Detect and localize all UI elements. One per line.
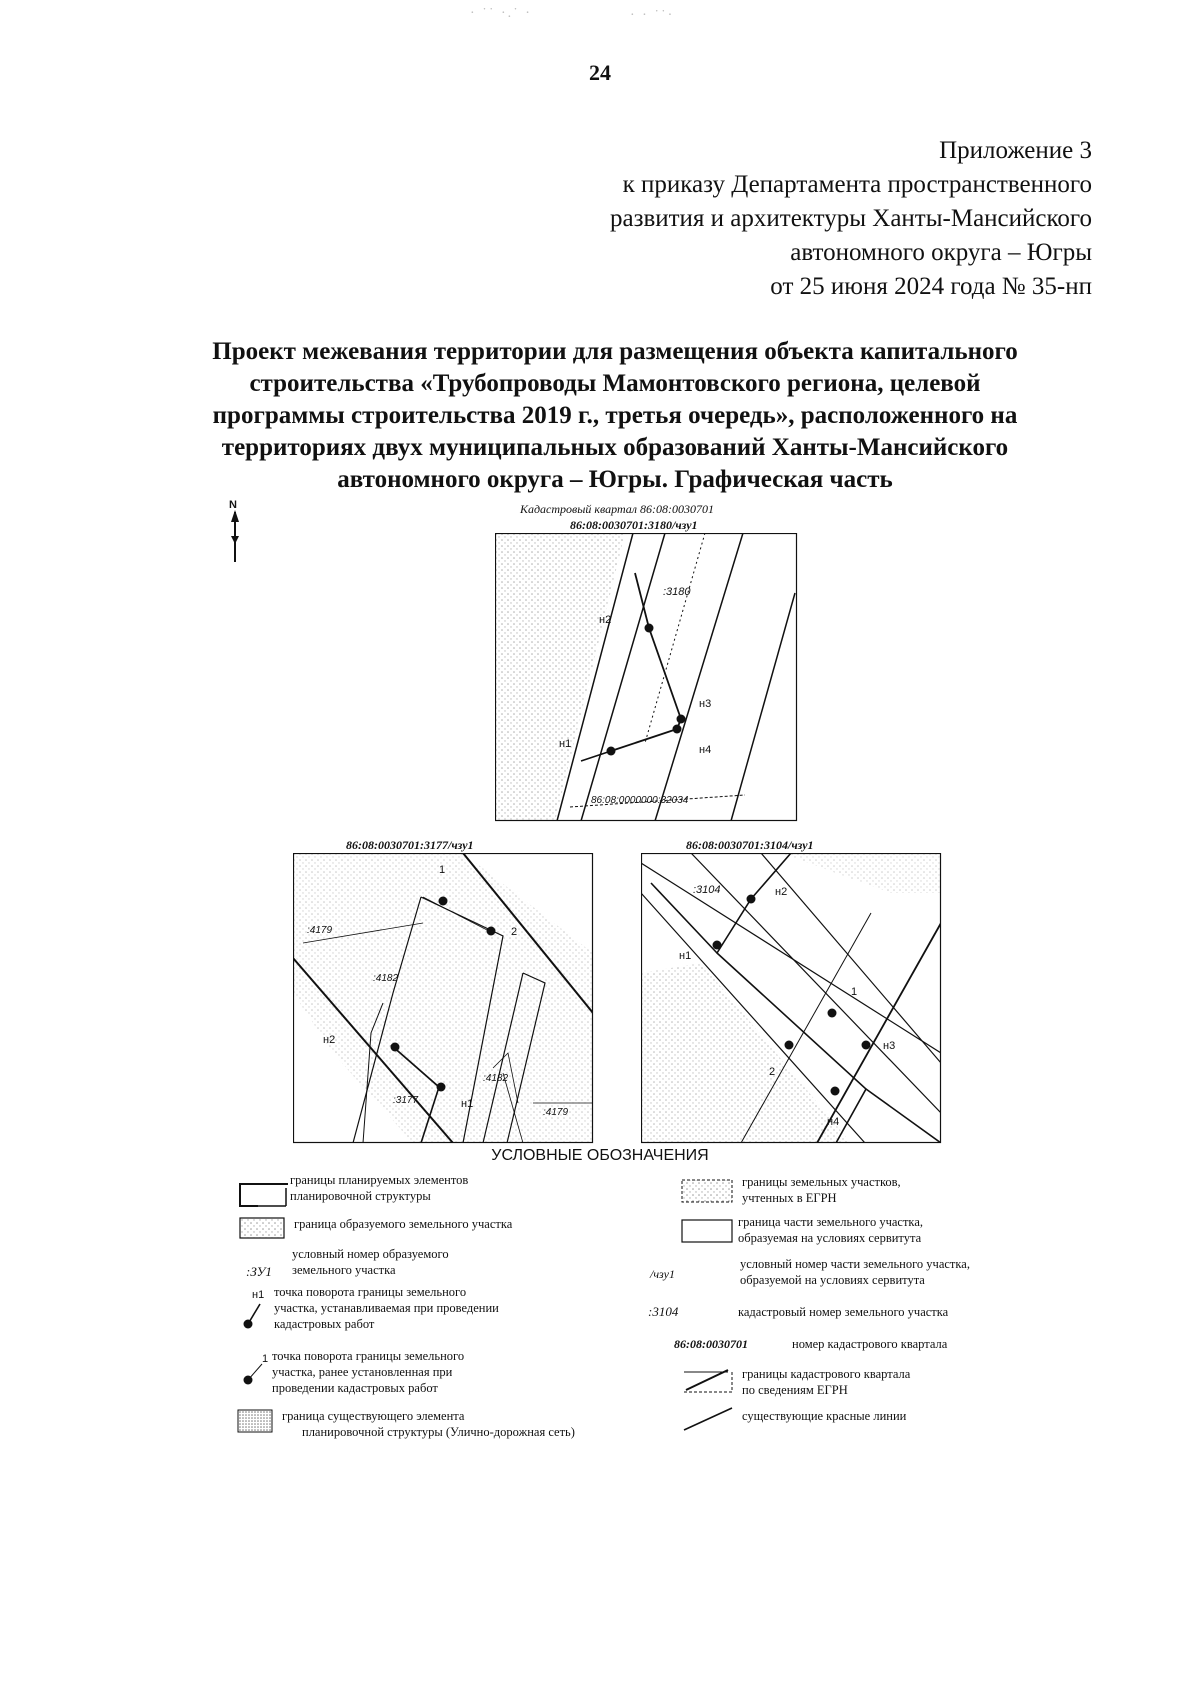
- road-network-swatch: [236, 1408, 276, 1434]
- point-label: н2: [775, 886, 788, 898]
- point-label: н2: [599, 614, 612, 626]
- planned-structure-swatch: [238, 1180, 290, 1210]
- point-label: н1: [461, 1098, 474, 1110]
- egrn-parcel-swatch: [680, 1176, 736, 1206]
- point-label: н2: [323, 1034, 336, 1046]
- point-label: 1: [851, 986, 858, 998]
- new-parcel-swatch: [238, 1216, 290, 1240]
- scan-noise: · · ˙˙·: [630, 8, 675, 23]
- new-point-marker: [240, 1286, 272, 1330]
- parcel-label: :3180: [663, 586, 691, 598]
- point-label: н4: [699, 744, 712, 756]
- title-line: строительства «Трубопроводы Мамонтовского региона, целевой: [249, 370, 981, 397]
- map-right: [641, 853, 943, 1145]
- svg-text:1: 1: [262, 1353, 269, 1365]
- appendix-line: от 25 июня 2024 года № 35-нп: [770, 273, 1092, 300]
- legend-code: 86:08:0030701: [674, 1337, 748, 1351]
- map-top: [495, 533, 800, 823]
- svg-text:н1: н1: [252, 1289, 265, 1301]
- map-top-caption: 86:08:0030701:3180/чзу1: [570, 518, 698, 532]
- legend-item: точка поворота границы земельного участка, устанавливаемая при проведении кадастровых работ: [274, 1285, 499, 1331]
- parcel-label: :4182: [373, 973, 399, 984]
- legend-item: условный номер части земельного участка, образуемой на условиях сервитута: [740, 1257, 970, 1287]
- point-label: н1: [559, 738, 572, 750]
- legend-code: :ЗУ1: [246, 1264, 272, 1279]
- road-label: 86:08:0000000:32034: [591, 795, 689, 806]
- legend-item: граница части земельного участка, образуемая на условиях сервитута: [738, 1215, 923, 1245]
- existing-point-marker: [240, 1350, 272, 1390]
- legend-item: кадастровый номер земельного участка: [738, 1305, 949, 1319]
- point-label: 2: [769, 1066, 776, 1078]
- legend-item: условный номер образуемого земельного участка: [292, 1247, 449, 1277]
- point-label: н1: [679, 950, 692, 962]
- appendix-line: развития и архитектуры Ханты-Мансийского: [609, 205, 1092, 232]
- legend-item: граница образуемого земельного участка: [294, 1217, 513, 1231]
- legend-item: границы планируемых элементов планировочной структуры: [290, 1173, 469, 1203]
- map-right-caption: 86:08:0030701:3104/чзу1: [686, 838, 814, 852]
- page-number: 24: [589, 60, 611, 85]
- document-title: [150, 336, 1080, 496]
- title-line: территориях двух муниципальных образований Ханты-Мансийского: [221, 434, 1009, 461]
- servitude-part-swatch: [680, 1216, 736, 1246]
- legend-code: :3104: [648, 1304, 679, 1319]
- legend-item: границы кадастрового квартала по сведениям ЕГРН: [742, 1367, 911, 1397]
- parcel-label: :4179: [543, 1107, 569, 1118]
- point-label: 1: [439, 864, 446, 876]
- title-line: Проект межевания территории для размещения объекта капитального: [212, 338, 1018, 365]
- legend-title: УСЛОВНЫЕ ОБОЗНАЧЕНИЯ: [491, 1147, 709, 1164]
- parcel-label: :4179: [307, 925, 333, 936]
- legend-item: точка поворота границы земельного участка, ранее установленная при проведении кадастровых работ: [272, 1349, 465, 1395]
- parcel-label: :3177: [393, 1095, 419, 1106]
- legend-item: существующие красные линии: [742, 1409, 907, 1423]
- appendix-line: Приложение 3: [939, 137, 1092, 164]
- point-label: н3: [699, 698, 712, 710]
- red-lines-swatch: [680, 1404, 736, 1434]
- quarter-caption: Кадастровый квартал 86:08:0030701: [520, 502, 714, 516]
- title-line: программы строительства 2019 г., третья очередь», расположенного на: [212, 402, 1018, 429]
- north-arrow: [224, 496, 246, 568]
- point-label: н3: [883, 1040, 896, 1052]
- title-line: автономного округа – Югры. Графическая часть: [337, 466, 893, 493]
- appendix-block: [392, 134, 1092, 304]
- appendix-line: к приказу Департамента пространственного: [622, 171, 1092, 198]
- point-label: н4: [827, 1116, 840, 1128]
- point-label: 2: [511, 926, 518, 938]
- appendix-line: автономного округа – Югры: [790, 239, 1092, 266]
- map-left-caption: 86:08:0030701:3177/чзу1: [346, 838, 474, 852]
- parcel-label: :3104: [693, 884, 721, 896]
- parcel-label: :4182: [483, 1073, 509, 1084]
- north-label: N: [229, 499, 237, 511]
- scan-noise: · ˙˙ ·.˙ ·: [470, 6, 532, 21]
- legend-item: граница существующего элемента планировочной структуры (Улично-дорожная сеть): [282, 1409, 575, 1439]
- quarter-boundary-swatch: [680, 1366, 736, 1396]
- legend-item: границы земельных участков, учтенных в ЕГРН: [742, 1175, 901, 1205]
- legend-item: номер кадастрового квартала: [792, 1337, 948, 1351]
- map-left: [293, 853, 595, 1145]
- legend-code: /чзу1: [650, 1267, 675, 1281]
